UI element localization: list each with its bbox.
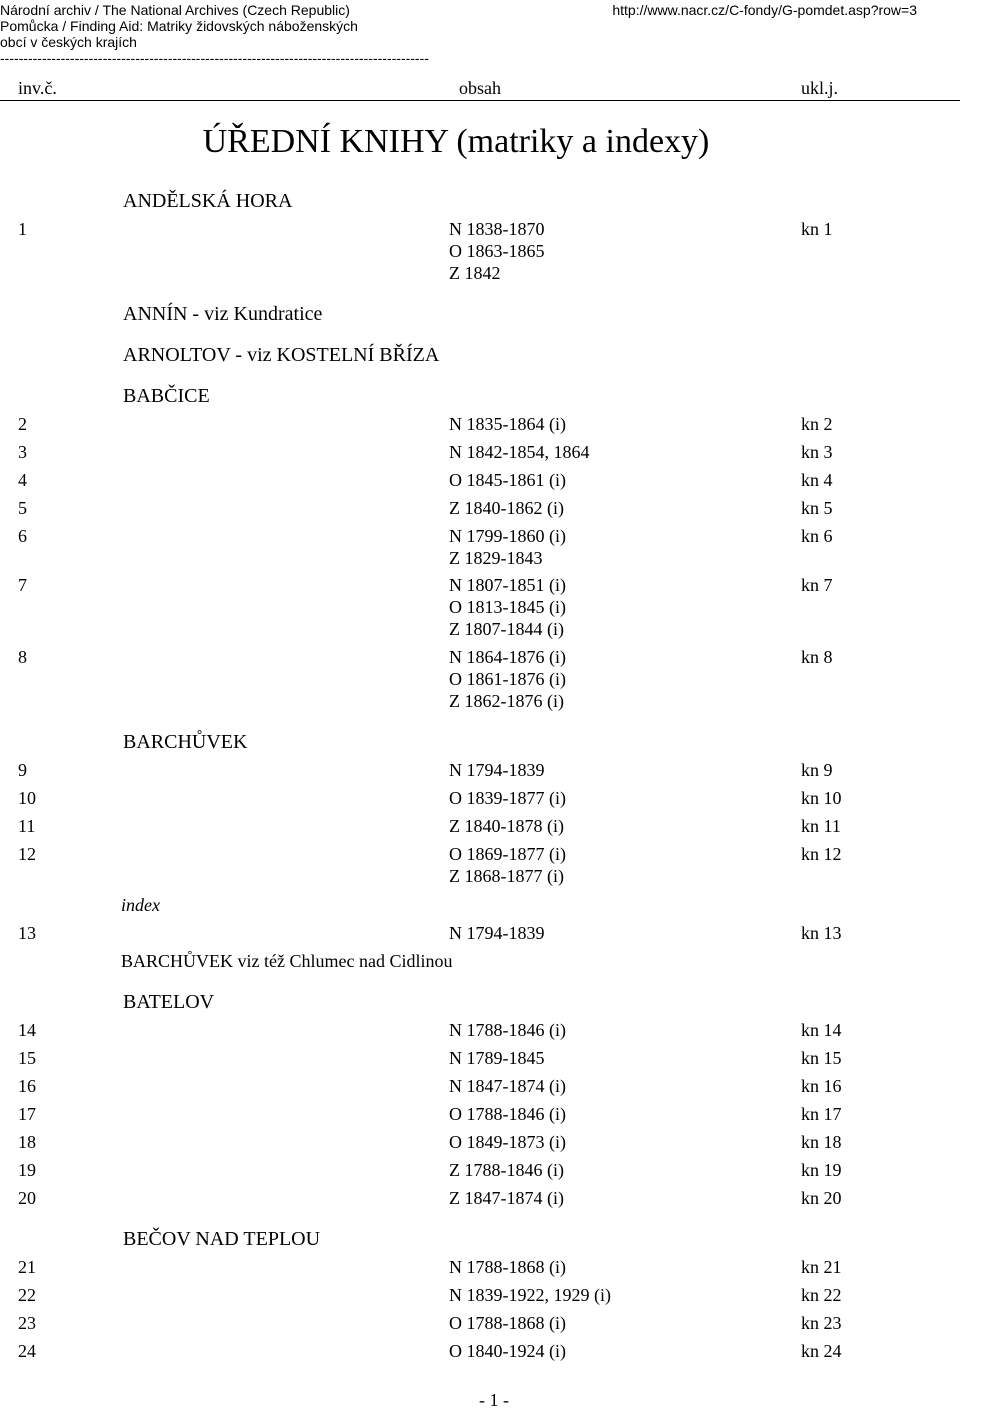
index-label: index	[121, 895, 160, 915]
records	[449, 497, 564, 519]
records	[449, 441, 590, 463]
place-heading: BARCHŮVEK	[123, 731, 248, 753]
record: N 1847-1874 (i)	[449, 1076, 566, 1096]
records	[449, 1159, 564, 1181]
storage-unit: kn 16	[801, 1076, 842, 1096]
records	[449, 525, 566, 569]
inv-number: 9	[18, 760, 27, 780]
inv-number: 3	[18, 442, 27, 462]
inv-number: 5	[18, 498, 27, 518]
record: Z 1788-1846 (i)	[449, 1160, 564, 1180]
storage-unit: kn 10	[801, 788, 842, 808]
inv-number: 15	[18, 1048, 36, 1068]
records	[449, 1256, 566, 1278]
storage-unit: kn 5	[801, 498, 833, 518]
inv-number: 21	[18, 1257, 36, 1277]
record: N 1789-1845	[449, 1048, 545, 1068]
record: N 1794-1839	[449, 923, 545, 943]
source-url[interactable]: http://www.nacr.cz/C-fondy/G-pomdet.asp?row=3	[612, 2, 917, 18]
record: O 1788-1868 (i)	[449, 1313, 566, 1333]
column-headers	[0, 78, 960, 101]
records	[449, 1340, 566, 1362]
place-heading: BABČICE	[123, 385, 210, 407]
record: N 1835-1864 (i)	[449, 414, 566, 434]
record: O 1861-1876 (i)	[449, 669, 566, 689]
record: O 1863-1865	[449, 241, 545, 261]
header-rule: --------------------------------------------------------------------------------------------	[0, 50, 429, 66]
record: N 1788-1846 (i)	[449, 1020, 566, 1040]
records	[449, 646, 566, 712]
inv-number: 11	[18, 816, 36, 836]
record: O 1813-1845 (i)	[449, 597, 566, 617]
record: Z 1829-1843	[449, 548, 543, 568]
archive-name: Národní archiv / The National Archives (Czech Republic)	[0, 2, 350, 18]
place-heading: ARNOLTOV - viz KOSTELNÍ BŘÍZA	[123, 344, 440, 366]
storage-unit: kn 3	[801, 442, 833, 462]
place-heading: ANNÍN - viz Kundratice	[123, 303, 323, 325]
place-heading: BEČOV NAD TEPLOU	[123, 1228, 321, 1250]
storage-unit: kn 12	[801, 844, 842, 864]
archive-info	[0, 2, 560, 50]
record: Z 1840-1862 (i)	[449, 498, 564, 518]
col-inv: inv.č.	[18, 78, 57, 98]
inv-number: 23	[18, 1313, 36, 1333]
record: Z 1847-1874 (i)	[449, 1188, 564, 1208]
record: Z 1862-1876 (i)	[449, 691, 564, 711]
storage-unit: kn 11	[801, 816, 841, 836]
record: N 1838-1870	[449, 219, 545, 239]
record: O 1840-1924 (i)	[449, 1341, 566, 1361]
record: O 1869-1877 (i)	[449, 844, 566, 864]
storage-unit: kn 13	[801, 923, 842, 943]
records	[449, 1075, 566, 1097]
place-heading: BATELOV	[123, 991, 215, 1013]
records	[449, 413, 566, 435]
see-also-note: BARCHŮVEK viz též Chlumec nad Cidlinou	[121, 951, 453, 971]
record: N 1842-1854, 1864	[449, 442, 590, 462]
inv-number: 20	[18, 1188, 36, 1208]
records	[449, 1103, 566, 1125]
records	[449, 759, 545, 781]
inv-number: 14	[18, 1020, 36, 1040]
storage-unit: kn 23	[801, 1313, 842, 1333]
col-storage: ukl.j.	[801, 78, 839, 98]
storage-unit: kn 2	[801, 414, 833, 434]
records	[449, 1187, 564, 1209]
records	[449, 469, 566, 491]
storage-unit: kn 9	[801, 760, 833, 780]
storage-unit: kn 14	[801, 1020, 842, 1040]
records	[449, 843, 566, 887]
records	[449, 1312, 566, 1334]
inv-number: 10	[18, 788, 36, 808]
inv-number: 1	[18, 219, 27, 239]
storage-unit: kn 20	[801, 1188, 842, 1208]
inv-number: 17	[18, 1104, 36, 1124]
records	[449, 1047, 545, 1069]
storage-unit: kn 24	[801, 1341, 842, 1361]
records	[449, 1131, 566, 1153]
record: O 1849-1873 (i)	[449, 1132, 566, 1152]
storage-unit: kn 19	[801, 1160, 842, 1180]
inv-number: 7	[18, 575, 27, 595]
inv-number: 8	[18, 647, 27, 667]
storage-unit: kn 17	[801, 1104, 842, 1124]
records	[449, 1284, 611, 1306]
record: Z 1840-1878 (i)	[449, 816, 564, 836]
place-heading: ANDĚLSKÁ HORA	[123, 190, 293, 212]
inv-number: 13	[18, 923, 36, 943]
inv-number: 19	[18, 1160, 36, 1180]
records	[449, 1019, 566, 1041]
record: N 1864-1876 (i)	[449, 647, 566, 667]
record: O 1845-1861 (i)	[449, 470, 566, 490]
record: O 1839-1877 (i)	[449, 788, 566, 808]
records	[449, 787, 566, 809]
storage-unit: kn 18	[801, 1132, 842, 1152]
records	[449, 218, 545, 284]
record: Z 1868-1877 (i)	[449, 866, 564, 886]
inv-number: 4	[18, 470, 27, 490]
storage-unit: kn 8	[801, 647, 833, 667]
inv-number: 24	[18, 1341, 36, 1361]
storage-unit: kn 22	[801, 1285, 842, 1305]
record: N 1794-1839	[449, 760, 545, 780]
record: N 1807-1851 (i)	[449, 575, 566, 595]
inv-number: 12	[18, 844, 36, 864]
storage-unit: kn 4	[801, 470, 833, 490]
col-content: obsah	[459, 78, 501, 98]
finding-aid-title: Pomůcka / Finding Aid: Matriky židovských náboženských	[0, 18, 358, 34]
inv-number: 16	[18, 1076, 36, 1096]
record: N 1799-1860 (i)	[449, 526, 566, 546]
inv-number: 2	[18, 414, 27, 434]
record: Z 1807-1844 (i)	[449, 619, 564, 639]
records	[449, 574, 566, 640]
inv-number: 22	[18, 1285, 36, 1305]
storage-unit: kn 21	[801, 1257, 842, 1277]
storage-unit: kn 6	[801, 526, 833, 546]
records	[449, 922, 545, 944]
record: O 1788-1846 (i)	[449, 1104, 566, 1124]
record: Z 1842	[449, 263, 501, 283]
inv-number: 18	[18, 1132, 36, 1152]
storage-unit: kn 7	[801, 575, 833, 595]
storage-unit: kn 1	[801, 219, 833, 239]
finding-aid-title-cont: obcí v českých krajích	[0, 34, 137, 50]
page-title: ÚŘEDNÍ KNIHY (matriky a indexy)	[202, 123, 710, 160]
page-number: - 1 -	[479, 1390, 509, 1410]
inv-number: 6	[18, 526, 27, 546]
storage-unit: kn 15	[801, 1048, 842, 1068]
record: N 1839-1922, 1929 (i)	[449, 1285, 611, 1305]
record: N 1788-1868 (i)	[449, 1257, 566, 1277]
records	[449, 815, 564, 837]
